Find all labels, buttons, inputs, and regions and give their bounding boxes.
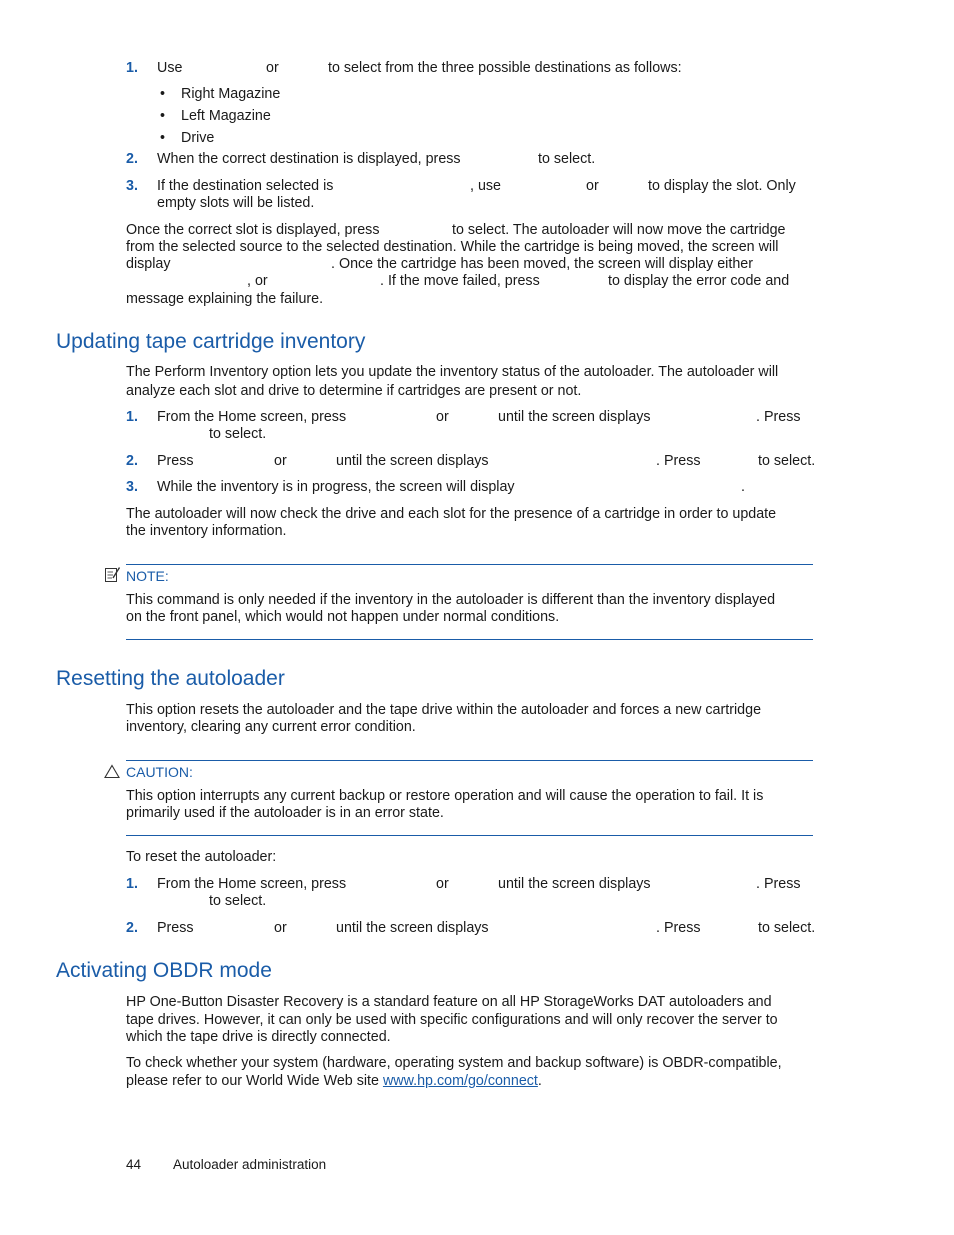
paragraph-text: . Once the cartridge has been moved, the screen will display either [331, 256, 753, 272]
paragraph-text: This option resets the autoloader and the tape drive within the autoloader and forces a new cartridge [126, 702, 762, 718]
paragraph-text: display [126, 256, 171, 272]
section-heading-obdr: Activating OBDR mode [56, 959, 272, 982]
step-text: to select. [538, 151, 596, 167]
step-text: or [436, 876, 449, 892]
step-text: . [741, 479, 745, 495]
paragraph-line [126, 1073, 542, 1090]
paragraph-text: please refer to our World Wide Web site [126, 1073, 379, 1089]
list-item: Left Magazine [181, 108, 271, 124]
note-top-rule [126, 564, 813, 565]
reset-lead: To reset the autoloader: [126, 849, 277, 865]
bullet-icon: • [160, 130, 166, 146]
page-number: 44 [126, 1157, 142, 1172]
caution-text: This option interrupts any current backup or restore operation and will cause the operation to fail. It is [126, 788, 764, 804]
step-text: . Press [756, 409, 801, 425]
paragraph-text: which the tape drive is directly connected. [126, 1029, 391, 1045]
list-item: Right Magazine [181, 86, 281, 102]
step-text: until the screen displays [336, 920, 489, 936]
step-number: 1. [126, 876, 138, 892]
paragraph-text: the inventory information. [126, 523, 287, 539]
footer-title: Autoloader administration [173, 1157, 327, 1172]
step-text: until the screen displays [336, 453, 489, 469]
paragraph-text: The autoloader will now check the drive and each slot for the presence of a cartridge in order to update [126, 506, 777, 522]
bullet-icon: • [160, 86, 166, 102]
paragraph-text: tape drives. However, it can only be used with specific configurations and will only recover the server to [126, 1012, 778, 1028]
paragraph-text: The Perform Inventory option lets you update the inventory status of the autoloader. The autoloader will [126, 364, 779, 380]
step-number: 2. [126, 151, 138, 167]
note-text: This command is only needed if the inventory in the autoloader is different than the inventory displayed [126, 592, 776, 608]
step-number: 2. [126, 920, 138, 936]
step-text: From the Home screen, press [157, 409, 347, 425]
step-text: . Press [756, 876, 801, 892]
step-text: until the screen displays [498, 876, 651, 892]
step-text: Use [157, 60, 183, 76]
step-number: 2. [126, 453, 138, 469]
paragraph-text: HP One-Button Disaster Recovery is a standard feature on all HP StorageWorks DAT autoloaders and [126, 994, 772, 1010]
step-text: If the destination selected is [157, 178, 334, 194]
caution-text: primarily used if the autoloader is in an error state. [126, 805, 444, 821]
note-icon [104, 566, 121, 588]
paragraph-text: inventory, clearing any current error condition. [126, 719, 416, 735]
step-text: or [274, 453, 287, 469]
paragraph-text: to select. The autoloader will now move the cartridge [452, 222, 786, 238]
step-text: to select. [209, 426, 267, 442]
step-text: until the screen displays [498, 409, 651, 425]
step-text: Press [157, 920, 194, 936]
paragraph-text: analyze each slot and drive to determine if cartridges are present or not. [126, 383, 582, 399]
paragraph-text: . If the move failed, press [380, 273, 540, 289]
caution-top-rule [126, 760, 813, 761]
step-text: . Press [656, 920, 701, 936]
step-text: From the Home screen, press [157, 876, 347, 892]
caution-label: CAUTION: [126, 764, 193, 780]
paragraph-text: message explaining the failure. [126, 291, 324, 307]
note-bottom-rule [126, 639, 813, 640]
paragraph-text: from the selected source to the selected destination. While the cartridge is being moved, the screen will [126, 239, 779, 255]
step-text: While the inventory is in progress, the screen will display [157, 479, 515, 495]
paragraph-text: , or [247, 273, 268, 289]
step-text: or [436, 409, 449, 425]
paragraph-text: . [537, 1073, 542, 1089]
step-number: 3. [126, 479, 138, 495]
step-text: empty slots will be listed. [157, 195, 315, 211]
step-text: to select from the three possible destinations as follows: [328, 60, 682, 76]
step-number: 1. [126, 60, 138, 76]
step-text: to select. [209, 893, 267, 909]
step-text: or [274, 920, 287, 936]
step-text: or [586, 178, 599, 194]
step-text: Press [157, 453, 194, 469]
step-number: 3. [126, 178, 138, 194]
bullet-icon: • [160, 108, 166, 124]
note-label: NOTE: [126, 568, 169, 584]
step-text: When the correct destination is displayed, press [157, 151, 461, 167]
caution-triangle-icon [104, 764, 120, 784]
paragraph-text: Once the correct slot is displayed, press [126, 222, 380, 238]
step-text: . Press [656, 453, 701, 469]
step-text: , use [470, 178, 501, 194]
step-text: to select. [758, 920, 816, 936]
paragraph-text: To check whether your system (hardware, operating system and backup software) is OBDR-compatible, [126, 1055, 782, 1071]
step-number: 1. [126, 409, 138, 425]
paragraph-text: to display the error code and [608, 273, 790, 289]
section-heading-inventory: Updating tape cartridge inventory [56, 330, 366, 353]
step-text: to select. [758, 453, 816, 469]
note-text: on the front panel, which would not happen under normal conditions. [126, 609, 560, 625]
list-item: Drive [181, 130, 215, 146]
step-text: to display the slot. Only [648, 178, 796, 194]
step-text: or [266, 60, 279, 76]
caution-bottom-rule [126, 835, 813, 836]
section-heading-reset: Resetting the autoloader [56, 667, 285, 690]
hp-connect-link[interactable]: www.hp.com/go/connect [382, 1073, 538, 1089]
